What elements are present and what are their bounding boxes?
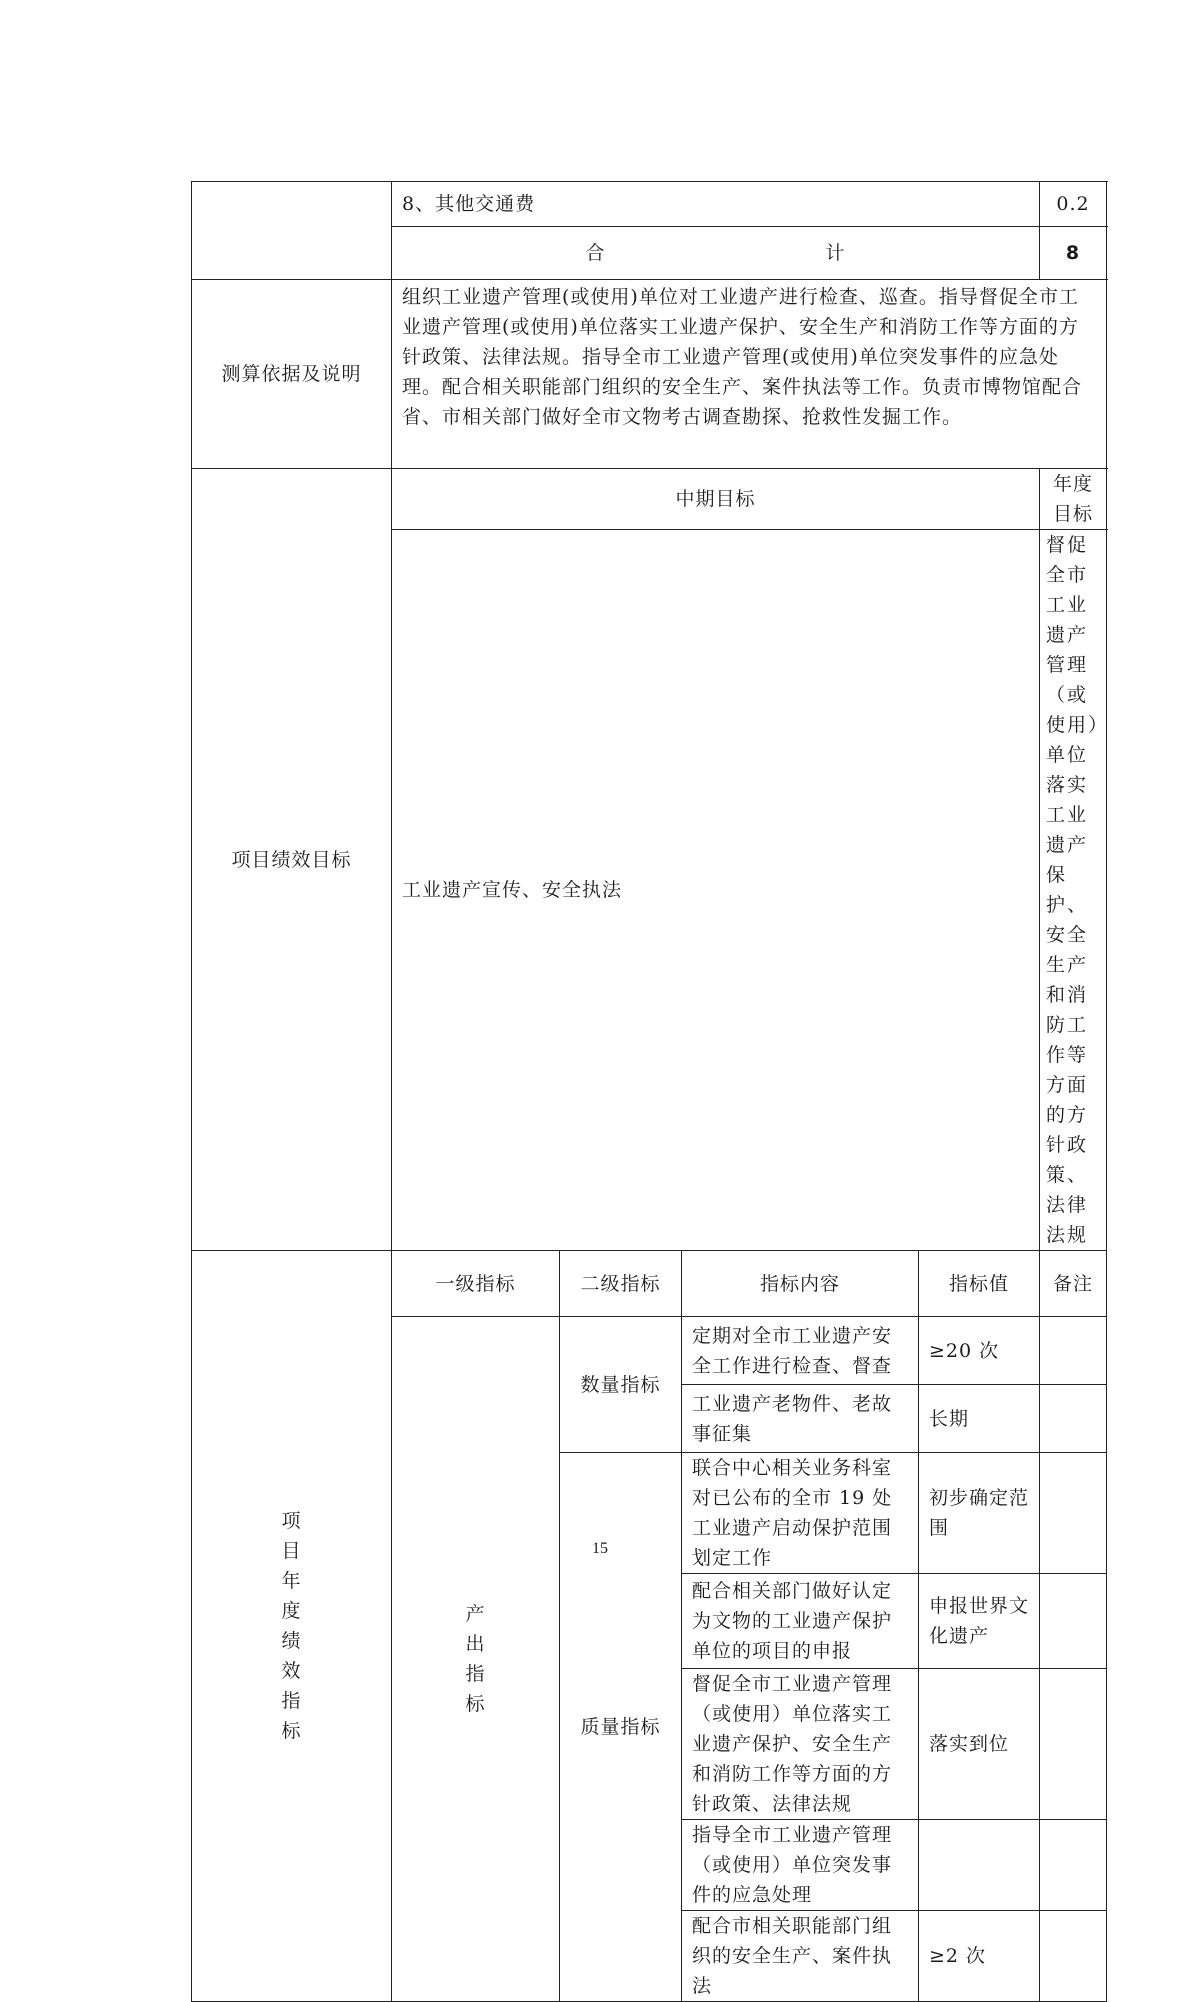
row-basis xyxy=(192,280,1107,469)
indicator-value: 落实到位 xyxy=(919,1669,1040,1820)
level1-output: 产出指标 xyxy=(392,1317,560,2002)
blank-label-cell xyxy=(192,182,392,280)
header-content: 指标内容 xyxy=(682,1251,919,1317)
indicator-note xyxy=(1040,1669,1107,1820)
indicator-content: 配合市相关职能部门组织的安全生产、案件执法 xyxy=(682,1911,919,2002)
header-value: 指标值 xyxy=(919,1251,1040,1317)
indicator-value: 初步确定范围 xyxy=(919,1453,1040,1574)
indicator-note xyxy=(1040,1911,1107,2002)
row-other-transport xyxy=(192,182,1107,227)
annual-goal-header: 年度目标 xyxy=(1040,469,1107,530)
total-label xyxy=(392,227,1040,280)
other-transport-label: 8、其他交通费 xyxy=(392,182,1040,227)
indicator-note xyxy=(1040,1574,1107,1669)
indicator-note xyxy=(1040,1317,1107,1385)
total-label-left: 合 xyxy=(585,242,606,264)
indicator-value: ≥2 次 xyxy=(919,1911,1040,2002)
header-level1: 一级指标 xyxy=(392,1251,560,1317)
indicator-content: 联合中心相关业务科室对已公布的全市 19 处工业遗产启动保护范围划定工作 xyxy=(682,1453,919,1574)
indicator-value xyxy=(919,1820,1040,1911)
total-value: 8 xyxy=(1040,227,1107,280)
indicator-value: ≥20 次 xyxy=(919,1317,1040,1385)
basis-text: 组织工业遗产管理(或使用)单位对工业遗产进行检查、巡查。指导督促全市工业遗产管理(或使用)单位落实工业遗产保护、安全生产和消防工作等方面的方针政策、法律法规。指导全市工业遗产管理(或使用)单位突发事件的应急处理。配合相关职能部门组织的安全生产、案件执法等工作。负责市博物馆配合省、市相关部门做好全市文物考古调查勘探、抢救性发掘工作。 xyxy=(392,280,1107,469)
indicator-note xyxy=(1040,1820,1107,1911)
total-label-right: 计 xyxy=(825,242,846,264)
quality-indicator-label: 质量指标 xyxy=(560,1453,682,2002)
annual-goal-text: 督促全市工业遗产管理（或使用）单位落实工业遗产保护、安全生产和消防工作等方面的方针政策、法律法规 xyxy=(1040,530,1107,1251)
mid-goal-text: 工业遗产宣传、安全执法 xyxy=(392,530,1040,1251)
indicator-content: 配合相关部门做好认定为文物的工业遗产保护单位的项目的申报 xyxy=(682,1574,919,1669)
budget-performance-table xyxy=(191,181,1107,2002)
row-indicator-headers xyxy=(192,1251,1107,1317)
indicator-value: 申报世界文化遗产 xyxy=(919,1574,1040,1669)
indicators-label: 项目年度绩效指标 xyxy=(192,1251,392,2002)
indicator-content: 督促全市工业遗产管理（或使用）单位落实工业遗产保护、安全生产和消防工作等方面的方针政策、法律法规 xyxy=(682,1669,919,1820)
other-transport-value: 0.2 xyxy=(1040,182,1107,227)
indicator-value: 长期 xyxy=(919,1385,1040,1453)
indicator-note xyxy=(1040,1385,1107,1453)
mid-goal-header: 中期目标 xyxy=(392,469,1040,530)
indicator-content: 指导全市工业遗产管理（或使用）单位突发事件的应急处理 xyxy=(682,1820,919,1911)
indicator-content: 定期对全市工业遗产安全工作进行检查、督查 xyxy=(682,1317,919,1385)
header-note: 备注 xyxy=(1040,1251,1107,1317)
goals-label: 项目绩效目标 xyxy=(192,469,392,1251)
basis-label: 测算依据及说明 xyxy=(192,280,392,469)
row-goals-header xyxy=(192,469,1107,530)
header-level2: 二级指标 xyxy=(560,1251,682,1317)
page-number: 15 xyxy=(592,1540,608,1557)
indicator-content: 工业遗产老物件、老故事征集 xyxy=(682,1385,919,1453)
quantity-indicator-label: 数量指标 xyxy=(560,1317,682,1453)
